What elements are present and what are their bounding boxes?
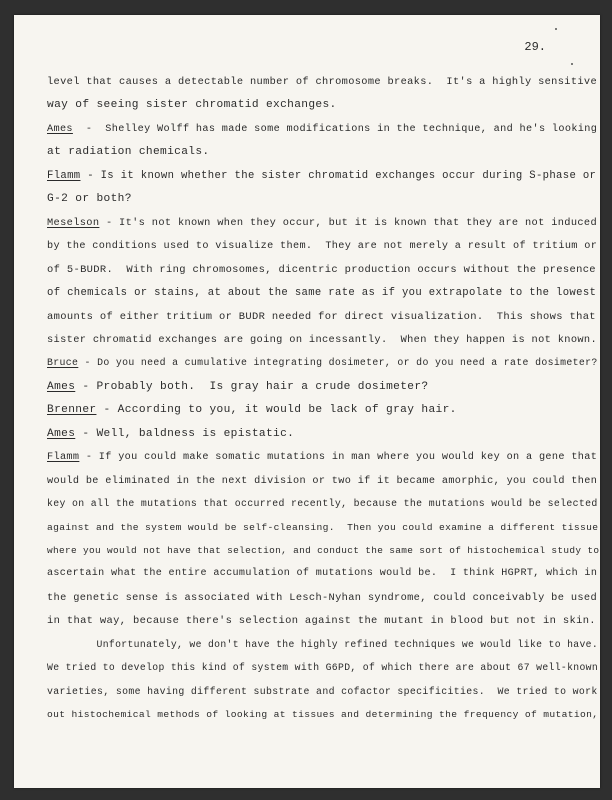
- line-text: - Probably both. Is gray hair a crude dosimeter?: [75, 380, 429, 393]
- speaker-name: Flamm: [47, 451, 80, 464]
- transcript-line: [47, 662, 598, 673]
- transcript-line: [47, 334, 597, 346]
- line-text: of chemicals or stains, at about the same rate as if you extrapolate to the lowest: [47, 287, 597, 300]
- transcript-line: [47, 240, 597, 252]
- line-text: - It's not known when they occur, but it is known that they are not induced: [99, 216, 598, 229]
- transcript-line: [47, 357, 598, 368]
- line-text: - According to you, it would be lack of gray hair.: [96, 404, 457, 417]
- line-text: level that causes a detectable number of chromosome breaks. It's a highly sensitive: [47, 76, 598, 88]
- transcript-line: [47, 475, 597, 487]
- transcript-line: [47, 123, 597, 135]
- line-text: sister chromatid exchanges are going on incessantly. When they happen is not known.: [47, 333, 598, 346]
- line-text: where you would not have that selection, and conduct the same sort of histochemical study to: [47, 545, 600, 556]
- line-text: against and the system would be self-cleansing. Then you could examine a different tissue: [47, 521, 599, 533]
- transcript-line: [47, 592, 597, 604]
- transcript-line: [47, 428, 294, 440]
- line-text: - Shelley Wolff has made some modifications in the technique, and he's looking: [72, 122, 598, 135]
- transcript-line: [47, 193, 132, 205]
- transcript-line: [47, 170, 596, 182]
- transcript-line: [47, 498, 598, 509]
- line-text: of 5-BUDR. With ring chromosomes, dicentric production occurs without the presence: [47, 263, 596, 276]
- line-text: the genetic sense is associated with Lesch-Nyhan syndrome, could conceivably be used: [47, 591, 598, 604]
- transcript-line: [47, 404, 457, 416]
- speaker-name: Meselson: [47, 216, 100, 229]
- transcript-line: [47, 686, 598, 697]
- line-text: We tried to develop this kind of system with G6PD, of which there are about 67 well-known: [47, 662, 599, 674]
- transcript-line: [47, 76, 597, 88]
- speaker-name: Ames: [47, 122, 73, 135]
- transcript-line: [47, 615, 596, 627]
- transcript-line: [47, 99, 337, 111]
- speck-mark: [555, 28, 557, 30]
- line-text: - If you could make somatic mutations in man where you would key on a gene that: [79, 451, 598, 464]
- speck-mark: [571, 63, 573, 65]
- transcript-line: [47, 381, 428, 393]
- line-text: - Well, baldness is epistatic.: [75, 427, 295, 440]
- line-text: would be eliminated in the next division or two if it became amorphic, you could then: [47, 474, 598, 487]
- line-text: G-2 or both?: [47, 193, 132, 206]
- speaker-name: Ames: [47, 380, 76, 393]
- transcript-line: [47, 217, 597, 229]
- transcript-line: [47, 639, 598, 650]
- transcript-line: [47, 568, 597, 579]
- transcript-line: [47, 545, 599, 556]
- line-text: varieties, some having different substrate and cofactor specificities. We tried to work: [47, 685, 598, 697]
- line-text: in that way, because there's selection against the mutant in blood but not in skin.: [47, 615, 596, 628]
- transcript-line: [47, 287, 596, 299]
- line-text: by the conditions used to visualize them. They are not merely a result of tritium or: [47, 240, 598, 253]
- line-text: amounts of either tritium or BUDR needed for direct visualization. This shows that: [47, 310, 596, 323]
- transcript-line: [47, 311, 596, 323]
- line-text: out histochemical methods of looking at tissues and determining the frequency of mutation,: [47, 709, 599, 721]
- transcript-line: [47, 522, 598, 533]
- line-text: - Do you need a cumulative integrating dosimeter, or do you need a rate dosimeter?: [78, 357, 598, 369]
- transcript-line: [47, 451, 597, 463]
- line-text: - Is it known whether the sister chromatid exchanges occur during S-phase or: [80, 169, 597, 182]
- speaker-name: Brenner: [47, 404, 97, 417]
- transcript-line: [47, 709, 598, 720]
- line-text: Unfortunately, we don't have the highly refined techniques we would like to have.: [47, 638, 599, 650]
- page-number: 29.: [524, 40, 546, 54]
- line-text: way of seeing sister chromatid exchanges.: [47, 99, 337, 112]
- transcript-line: [47, 264, 596, 276]
- line-text: key on all the mutations that occurred recently, because the mutations would be selected: [47, 498, 598, 510]
- speaker-name: Ames: [47, 427, 76, 440]
- line-text: at radiation chemicals.: [47, 146, 210, 159]
- speaker-name: Bruce: [47, 357, 79, 369]
- document-page: [14, 15, 600, 788]
- line-text: ascertain what the entire accumulation of mutations would be. I think HGPRT, which in: [47, 568, 598, 580]
- transcript-line: [47, 146, 209, 158]
- speaker-name: Flamm: [47, 169, 81, 182]
